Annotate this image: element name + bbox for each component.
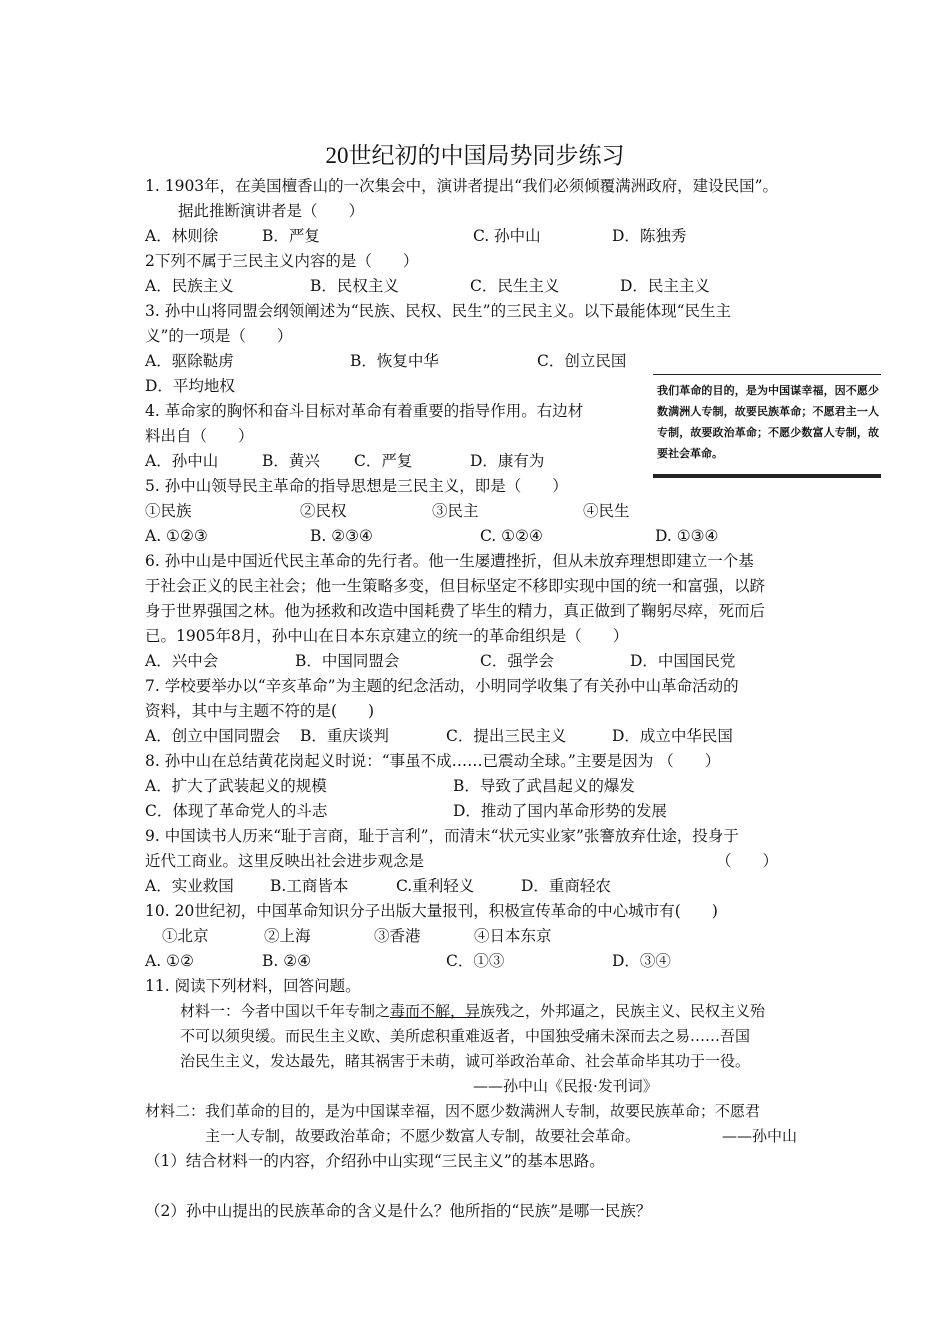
q10-item-1: ①北京 xyxy=(162,927,209,945)
q3-option-b: B．恢复中华 xyxy=(350,352,439,370)
q11-material1-line2: 不可以须臾缓。而民生主义欧、美所虑积重难返者，中国独受痛未深而去之易……吾国 xyxy=(180,1027,751,1045)
q10-option-c: C．①③ xyxy=(446,952,505,970)
q3-stem-cont: 义”的一项是（ ） xyxy=(145,327,293,345)
q5-item-1: ①民族 xyxy=(145,502,192,520)
q6-stem-l2: 于社会正义的民主社会；他一生策略多变，但目标坚定不移即实现中国的统一和富强，以跻 xyxy=(145,577,766,595)
q5-option-b: B. ②③④ xyxy=(310,527,373,545)
q4-material-quote: 我们革命的目的，是为中国谋幸福，因不愿少数满洲人专制，故要民族革命；不愿君主一人专制，故要政治革命；不愿少数富人专制，故要社会革命。 xyxy=(657,384,879,460)
q7-stem-l2: 资料，其中与主题不符的是( ) xyxy=(145,702,375,720)
q6-option-a: A．兴中会 xyxy=(145,652,219,670)
q11-material2-source: ——孙中山 xyxy=(722,1127,798,1145)
q10-option-d: D．③④ xyxy=(612,952,671,970)
q11-material2-line1: 材料二：我们革命的目的，是为中国谋幸福，因不愿少数满洲人专制，故要民族革命；不愿君 xyxy=(145,1102,761,1120)
q1-stem-cont: 据此推断演讲者是（ ） xyxy=(178,202,365,220)
q7-option-a: A．创立中国同盟会 xyxy=(145,727,281,745)
q5-option-a: A. ①②③ xyxy=(145,527,208,545)
q7-option-b: B．重庆谈判 xyxy=(300,727,389,745)
q4-stem-cont: 料出自（ ） xyxy=(145,427,254,445)
q4-option-d: D．康有为 xyxy=(470,452,545,470)
q8-option-b: B．导致了武昌起义的爆发 xyxy=(453,777,635,795)
q4-option-a: A．孙中山 xyxy=(145,452,219,470)
q5-stem: 5. 孙中山领导民主革命的指导思想是三民主义，即是（ ） xyxy=(145,477,568,495)
q5-item-3: ③民主 xyxy=(432,502,479,520)
q8-option-a: A．扩大了武装起义的规模 xyxy=(145,777,327,795)
q1-stem: 1. 1903年，在美国檀香山的一次集会中，演讲者提出“我们必须倾覆满洲政府，建设民国”。 xyxy=(145,177,779,195)
q5-item-2: ②民权 xyxy=(300,502,347,520)
q10-item-4: ④日本东京 xyxy=(474,927,552,945)
q10-stem: 10. 20世纪初，中国革命知识分子出版大量报刊，积极宣传革命的中心城市有( ) xyxy=(145,902,718,920)
q4-stem: 4. 革命家的胸怀和奋斗目标对革命有着重要的指导作用。右边材 xyxy=(145,402,584,420)
q3-option-d: D．平均地权 xyxy=(145,377,235,395)
q11-subquestion-1: （1）结合材料一的内容，介绍孙中山实现“三民主义”的基本思路。 xyxy=(145,1152,605,1170)
q4-material-box xyxy=(653,374,881,478)
q6-option-d: D．中国国民党 xyxy=(630,652,736,670)
page-title: 20世纪初的中国局势同步练习 xyxy=(325,143,625,168)
q6-stem-l4: 已。1905年8月，孙中山在日本东京建立的统一的革命组织是（ ） xyxy=(145,627,629,645)
q10-option-b: B. ②④ xyxy=(262,952,312,970)
q11-material1-line3: 治民生主义，发达最先，睹其祸害于未萌，诚可举政治革命、社会革命毕其功于一役。 xyxy=(180,1052,751,1070)
q3-option-c: C．创立民国 xyxy=(537,352,627,370)
q11-material2-line2: 主一人专制，故要政治革命；不愿少数富人专制，故要社会革命。 xyxy=(205,1127,641,1145)
q11-stem: 11. 阅读下列材料，回答问题。 xyxy=(145,977,361,995)
q9-stem-l2: 近代工商业。这里反映出社会进步观念是 xyxy=(145,852,425,870)
q6-option-c: C．强学会 xyxy=(480,652,554,670)
q11-m1-text-a: 材料一：今者中国以千年专制之 xyxy=(180,1002,391,1020)
q5-item-4: ④民生 xyxy=(583,502,630,520)
q8-stem: 8. 孙中山在总结黄花岗起义时说：“事虽不成……已震动全球。”主要是因为 （ ） xyxy=(145,752,721,770)
q8-option-c: C．体现了革命党人的斗志 xyxy=(145,802,328,820)
q4-material-top-rule xyxy=(653,374,881,375)
q9-stem: 9. 中国读书人历来“耻于言商，耻于言利”，而清末“状元实业家”张謇放弃仕途，投身于 xyxy=(145,827,739,845)
q1-option-a: A．林则徐 xyxy=(145,227,219,245)
q8-option-d: D．推动了国内革命形势的发展 xyxy=(453,802,667,820)
q1-option-d: D．陈独秀 xyxy=(612,227,687,245)
q2-option-d: D．民主主义 xyxy=(620,277,710,295)
q7-stem: 7. 学校要举办以“辛亥革命”为主题的纪念活动，小明同学收集了有关孙中山革命活动的 xyxy=(145,677,739,695)
q10-item-3: ③香港 xyxy=(374,927,421,945)
q11-material1-source: ——孙中山《民报·发刊词》 xyxy=(473,1077,658,1095)
q5-option-c: C. ①②④ xyxy=(480,527,543,545)
q9-option-c: C.重利轻义 xyxy=(396,877,475,895)
q11-m1-text-b: 族残之，外邦逼之，民族主义、民权主义殆 xyxy=(480,1002,766,1020)
q9-option-b: B.工商皆本 xyxy=(270,877,349,895)
q11-material1-line1 xyxy=(180,1001,765,1021)
q11-m1-underlined: 毒而不解，异 xyxy=(390,1002,481,1020)
q11-subquestion-2: （2）孙中山提出的民族革命的含义是什么？他所指的“民族”是哪一民族？ xyxy=(145,1202,652,1220)
q9-option-a: A．实业救国 xyxy=(145,877,234,895)
q2-option-a: A．民族主义 xyxy=(145,277,234,295)
q1-option-b: B．严复 xyxy=(262,227,320,245)
q1-option-c: C. 孙中山 xyxy=(473,227,541,245)
q3-option-a: A．驱除鞑虏 xyxy=(145,352,234,370)
q9-answer-paren: （ ） xyxy=(716,852,779,870)
q2-option-b: B．民权主义 xyxy=(310,277,399,295)
q2-option-c: C．民生主义 xyxy=(470,277,560,295)
q7-option-d: D．成立中华民国 xyxy=(612,727,733,745)
q4-option-c: C．严复 xyxy=(354,452,413,470)
q6-stem-l3: 身于世界强国之林。他为拯救和改造中国耗费了毕生的精力，真正做到了鞠躬尽瘁，死而后 xyxy=(145,602,766,620)
q10-item-2: ②上海 xyxy=(264,927,311,945)
q10-option-a: A. ①② xyxy=(145,952,194,970)
q7-option-c: C．提出三民主义 xyxy=(446,727,567,745)
q2-stem: 2下列不属于三民主义内容的是（ ） xyxy=(145,252,419,270)
q6-option-b: B．中国同盟会 xyxy=(295,652,400,670)
q9-option-d: D．重商轻农 xyxy=(521,877,611,895)
q3-stem: 3. 孙中山将同盟会纲领阐述为“民族、民权、民生”的三民主义。以下最能体现“民生主 xyxy=(145,302,731,320)
q4-option-b: B．黄兴 xyxy=(262,452,320,470)
q6-stem: 6. 孙中山是中国近代民主革命的先行者。他一生屡遭挫折，但从未放弃理想即建立一个基 xyxy=(145,552,754,570)
q5-option-d: D. ①③④ xyxy=(655,527,719,545)
